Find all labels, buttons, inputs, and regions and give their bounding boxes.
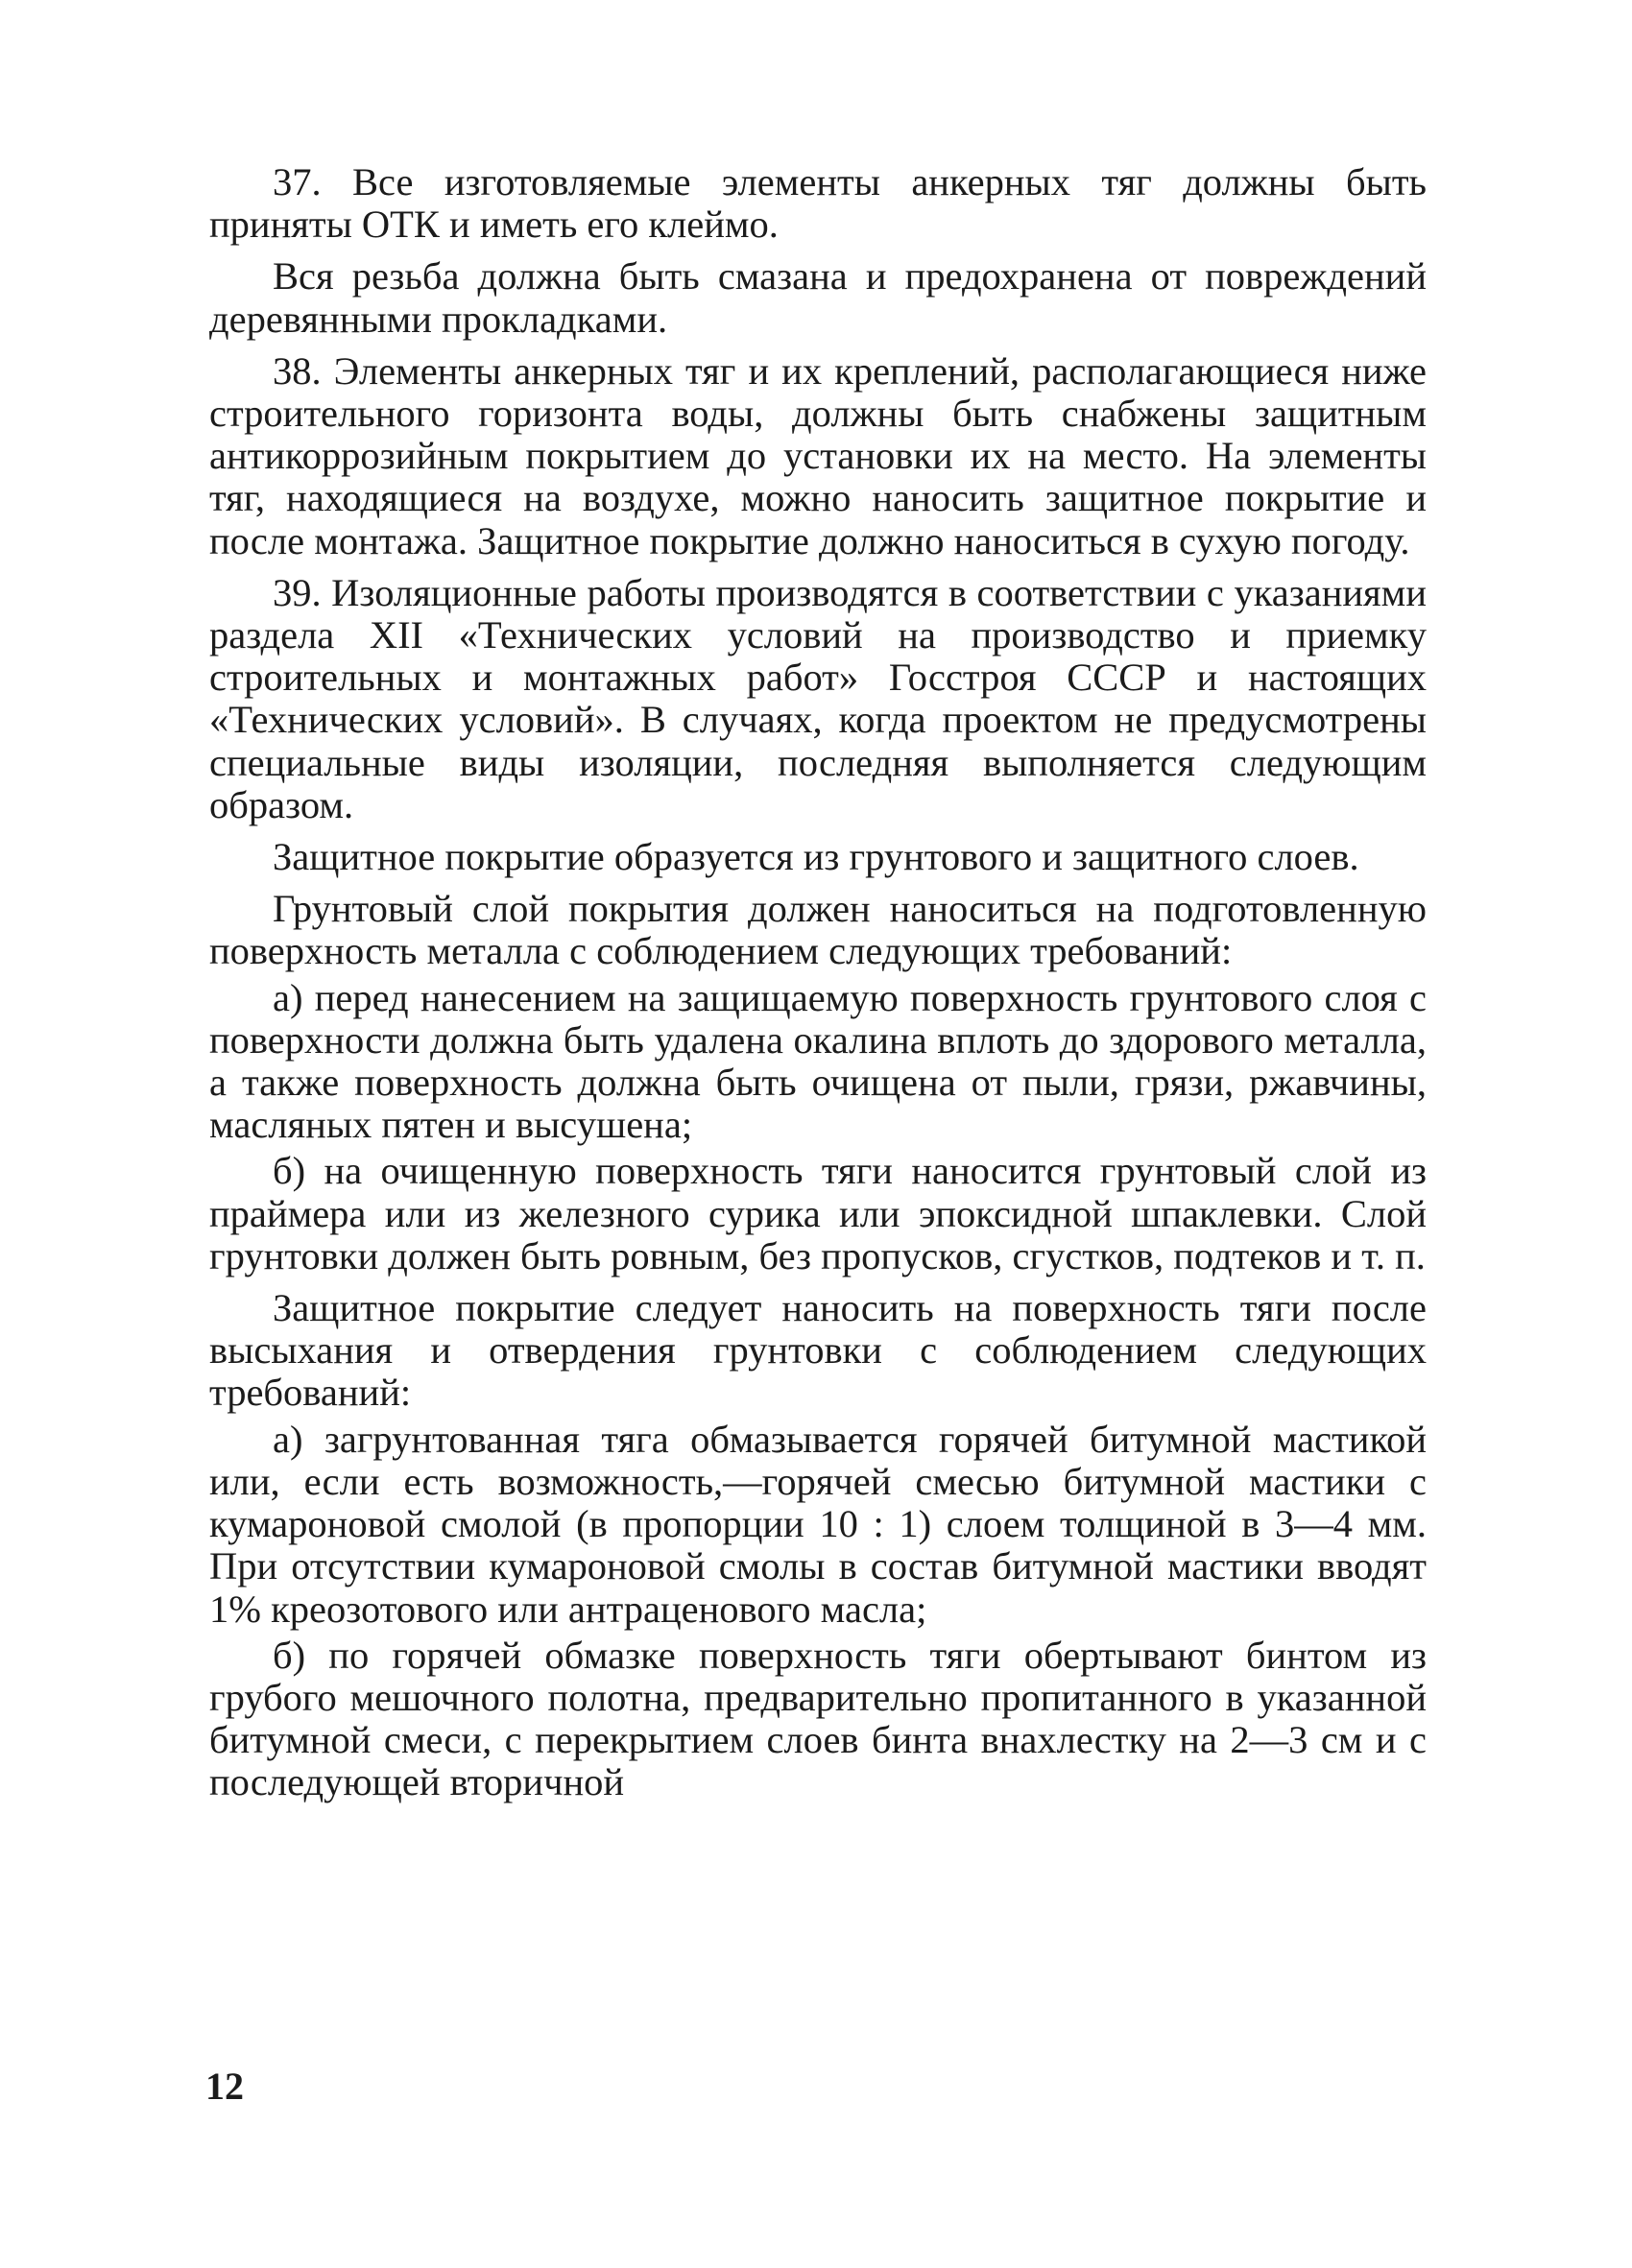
list-item-primer-b: б) на очищенную поверхность тяги наносится грунтовый слой из праймера или из железного сурика или эпоксидной шпаклевки. Слой грунтовки должен быть ровным, без пропусков, сгустков, подтеков и т. п. (209, 1149, 1427, 1277)
paragraph-38: 38. Элементы анкерных тяг и их креплений, располагающиеся ниже строительного горизонта воды, должны быть снабжены защитным антикоррозийным покрытием до установки их на место. На элементы тяг, находящиеся на воздухе, можно наносить защитное покрытие и после монтажа. Защитное покрытие должно наноситься в сухую погоду. (209, 348, 1427, 562)
paragraph-thread-protection: Вся резьба должна быть смазана и предохранена от повреждений деревянными прокладками. (209, 254, 1427, 341)
paragraph-primer-requirements: Грунтовый слой покрытия должен наноситься на подготовленную поверхность металла с соблюдением следующих требований: (209, 887, 1427, 973)
paragraph-coating-layers: Защитное покрытие образуется из грунтового и защитного слоев. (273, 835, 1359, 879)
list-item-protective-a: а) загрунтованная тяга обмазывается горячей битумной мастикой или, если есть возможность,—горячей смесью битумной мастики с кумароновой смолой (в пропорции 10 : 1) слоем толщиной в 3—4 мм. При отсутствии кумароновой смолы в состав битумной мастики вводят 1% креозотового или антраценового масла; (209, 1417, 1427, 1631)
paragraph-37: 37. Все изготовляемые элементы анкерных тяг должны быть приняты ОТК и иметь его клеймо. (209, 160, 1427, 247)
paragraph-39: 39. Изоляционные работы производятся в соответствии с указаниями раздела XII «Технических условий на производство и приемку строительных и монтажных работ» Госстроя СССР и настоящих «Технических условий». В случаях, когда проектом не предусмотрены специальные виды изоляции, последняя выполняется следующим образом. (209, 570, 1427, 826)
paragraph-protective-requirements: Защитное покрытие следует наносить на поверхность тяги после высыхания и отвердения грунтовки с соблюдением следующих требований: (209, 1286, 1427, 1415)
body-text (209, 161, 1427, 1804)
page-number: 12 (205, 2065, 244, 2108)
list-item-protective-b: б) по горячей обмазке поверхность тяги обертывают бинтом из грубого мешочного полотна, предварительно пропитанного в указанной битумной смеси, с перекрытием слоев бинта внахлестку на 2—3 см и с последующей вторичной (209, 1633, 1427, 1804)
list-item-primer-a: а) перед нанесением на защищаемую поверхность грунтового слоя с поверхности должна быть удалена окалина вплоть до здорового металла, а также поверхность должна быть очищена от пыли, грязи, ржавчины, масляных пятен и высушена; (209, 975, 1427, 1147)
